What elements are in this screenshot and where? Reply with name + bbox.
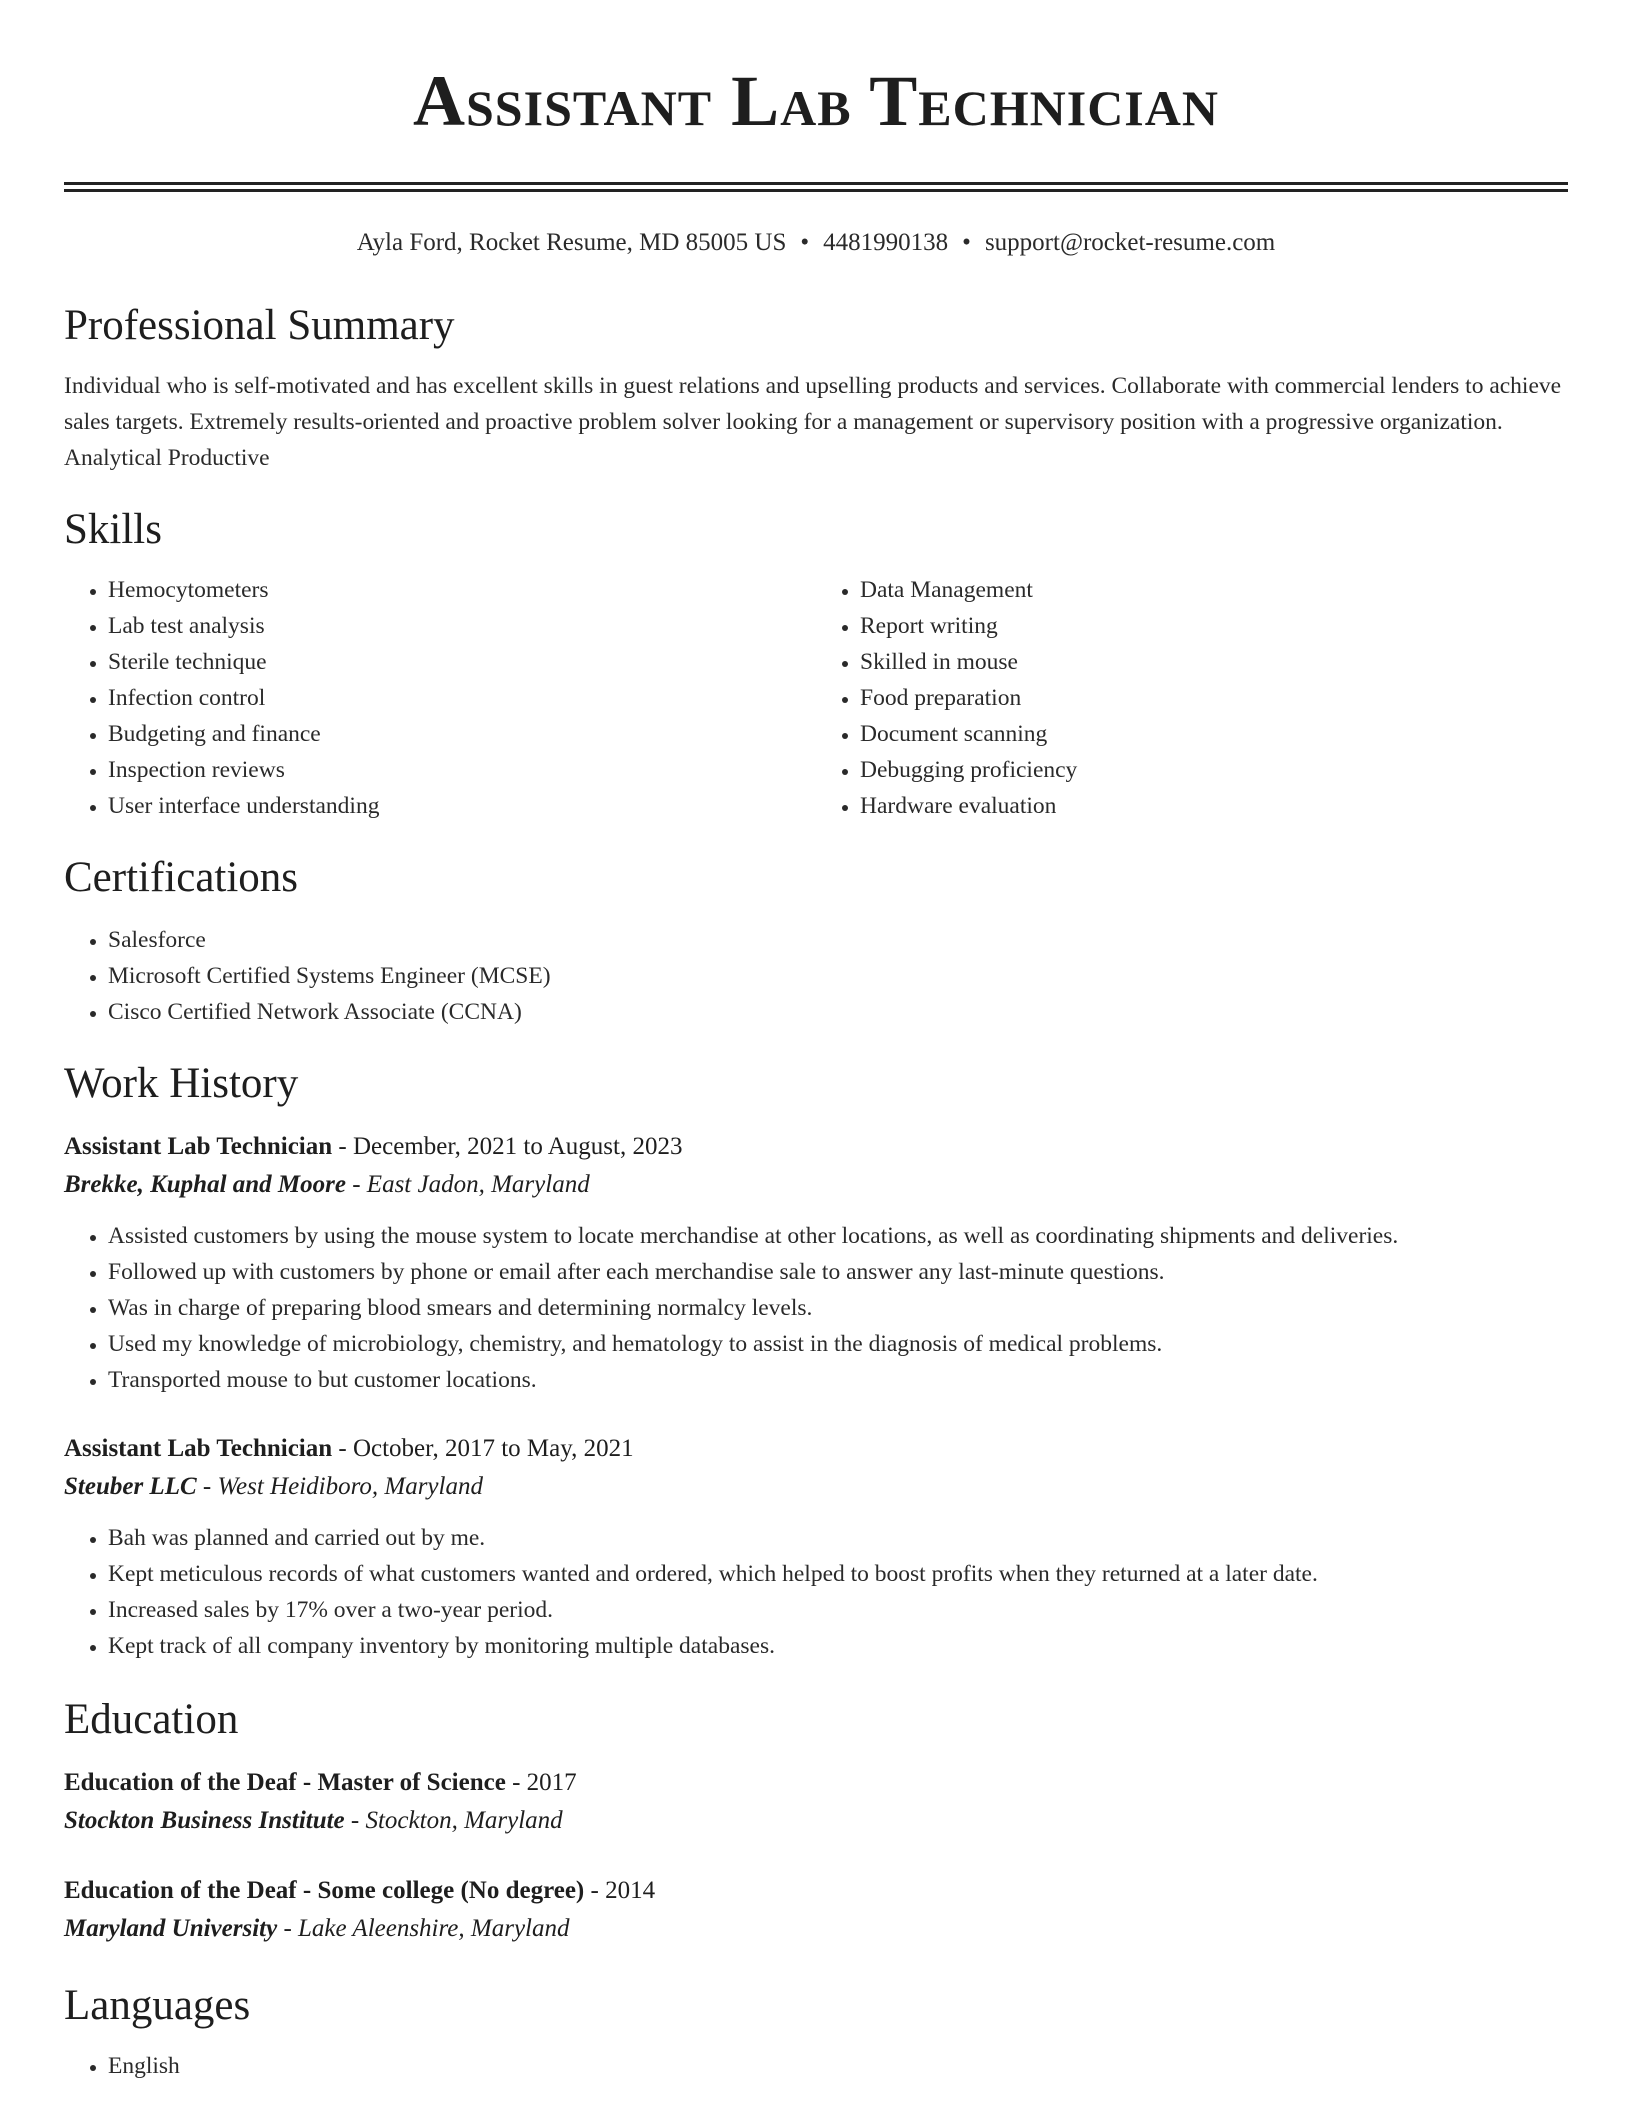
work-history-heading: Work History bbox=[64, 1060, 299, 1107]
skill-item: • Document scanning bbox=[860, 716, 1568, 752]
education-school-line bbox=[64, 1910, 1568, 1948]
job-company-line bbox=[64, 1468, 1568, 1506]
certification-item: • Salesforce bbox=[108, 922, 1568, 958]
skill-item: • Sterile technique bbox=[108, 644, 816, 680]
skill-item: • Report writing bbox=[860, 608, 1568, 644]
education-school: Stockton Business Institute bbox=[64, 1807, 345, 1834]
skills-list-right bbox=[816, 572, 1568, 824]
job-duty: • Used my knowledge of microbiology, chemistry, and hematology to assist in the diagnosis of medical problems. bbox=[108, 1326, 1568, 1362]
skill-item: • Debugging proficiency bbox=[860, 752, 1568, 788]
job-entry bbox=[64, 1430, 1568, 1664]
skill-item: • User interface understanding bbox=[108, 788, 816, 824]
education-year: - 2017 bbox=[505, 1769, 577, 1796]
contact-address: Ayla Ford, Rocket Resume, MD 85005 US bbox=[356, 229, 787, 256]
skill-item: • Inspection reviews bbox=[108, 752, 816, 788]
summary-text: Individual who is self-motivated and has excellent skills in guest relations and upselling products and services. Collaborate with commercial lenders to achieve sales targets. Extremely results-oriented and proactive problem solver looking for a management or supervisory position with a progressive organization. Analytical Productive bbox=[64, 373, 1562, 471]
job-duty: • Followed up with customers by phone or email after each merchandise sale to answer any last-minute questions. bbox=[108, 1254, 1568, 1290]
skills-grid bbox=[64, 572, 1568, 824]
skill-item: • Data Management bbox=[860, 572, 1568, 608]
summary-heading: Professional Summary bbox=[64, 302, 455, 349]
language-item: • English bbox=[108, 2048, 1568, 2084]
job-role: Assistant Lab Technician bbox=[64, 1435, 333, 1462]
education-year: - 2014 bbox=[584, 1877, 656, 1904]
education-degree-line bbox=[64, 1872, 1568, 1910]
certifications-heading: Certifications bbox=[64, 854, 299, 901]
job-duty: • Increased sales by 17% over a two-year period. bbox=[108, 1592, 1568, 1628]
job-duties-list bbox=[64, 1218, 1568, 1398]
job-duties-list bbox=[64, 1520, 1568, 1664]
languages-list bbox=[64, 2048, 1568, 2084]
skills-list-left bbox=[64, 572, 816, 824]
job-location: - East Jadon, Maryland bbox=[345, 1171, 590, 1198]
job-role: Assistant Lab Technician bbox=[64, 1133, 333, 1160]
title-double-rule bbox=[64, 182, 1568, 192]
job-duty: • Transported mouse to but customer locations. bbox=[108, 1362, 1568, 1398]
contact-line bbox=[64, 226, 1568, 260]
job-company: Brekke, Kuphal and Moore bbox=[64, 1171, 346, 1198]
contact-email: support@rocket-resume.com bbox=[984, 229, 1276, 256]
education-school: Maryland University bbox=[64, 1915, 278, 1942]
job-dates: - December, 2021 to August, 2023 bbox=[332, 1133, 683, 1160]
education-entry bbox=[64, 1764, 1568, 1840]
skill-item: • Budgeting and finance bbox=[108, 716, 816, 752]
skill-item: • Hardware evaluation bbox=[860, 788, 1568, 824]
job-duty: • Assisted customers by using the mouse system to locate merchandise at other locations, as well as coordinating shipments and deliveries. bbox=[108, 1218, 1568, 1254]
education-degree: Education of the Deaf - Some college (No degree) bbox=[64, 1877, 585, 1904]
education-heading: Education bbox=[64, 1696, 239, 1743]
contact-phone: 4481990138 bbox=[823, 229, 949, 256]
job-duty: • Bah was planned and carried out by me. bbox=[108, 1520, 1568, 1556]
job-entry bbox=[64, 1128, 1568, 1398]
job-title-line bbox=[64, 1430, 1568, 1468]
contact-separator: • bbox=[800, 229, 810, 256]
contact-separator: • bbox=[962, 229, 971, 256]
certifications-list bbox=[64, 922, 1568, 1030]
job-location: - West Heidiboro, Maryland bbox=[196, 1473, 483, 1500]
job-title-line bbox=[64, 1128, 1568, 1166]
education-location: - Lake Aleenshire, Maryland bbox=[277, 1915, 570, 1942]
languages-heading: Languages bbox=[64, 1982, 251, 2029]
job-dates: - October, 2017 to May, 2021 bbox=[332, 1435, 634, 1462]
resume-title: Assistant Lab Technician bbox=[413, 61, 1219, 141]
job-duty: • Kept track of all company inventory by monitoring multiple databases. bbox=[108, 1628, 1568, 1664]
skill-item: • Food preparation bbox=[860, 680, 1568, 716]
education-degree: Education of the Deaf - Master of Science bbox=[64, 1769, 506, 1796]
education-school-line bbox=[64, 1802, 1568, 1840]
skill-item: • Lab test analysis bbox=[108, 608, 816, 644]
job-duty: • Kept meticulous records of what customers wanted and ordered, which helped to boost profits when they returned at a later date. bbox=[108, 1556, 1568, 1592]
education-entry bbox=[64, 1872, 1568, 1948]
skill-item: • Hemocytometers bbox=[108, 572, 816, 608]
education-degree-line bbox=[64, 1764, 1568, 1802]
skill-item: • Infection control bbox=[108, 680, 816, 716]
certification-item: • Microsoft Certified Systems Engineer (MCSE) bbox=[108, 958, 1568, 994]
job-company-line bbox=[64, 1166, 1568, 1204]
skills-heading: Skills bbox=[64, 506, 162, 553]
skill-item: • Skilled in mouse bbox=[860, 644, 1568, 680]
job-duty: • Was in charge of preparing blood smears and determining normalcy levels. bbox=[108, 1290, 1568, 1326]
education-location: - Stockton, Maryland bbox=[344, 1807, 563, 1834]
job-company: Steuber LLC bbox=[64, 1473, 197, 1500]
certification-item: • Cisco Certified Network Associate (CCNA) bbox=[108, 994, 1568, 1030]
